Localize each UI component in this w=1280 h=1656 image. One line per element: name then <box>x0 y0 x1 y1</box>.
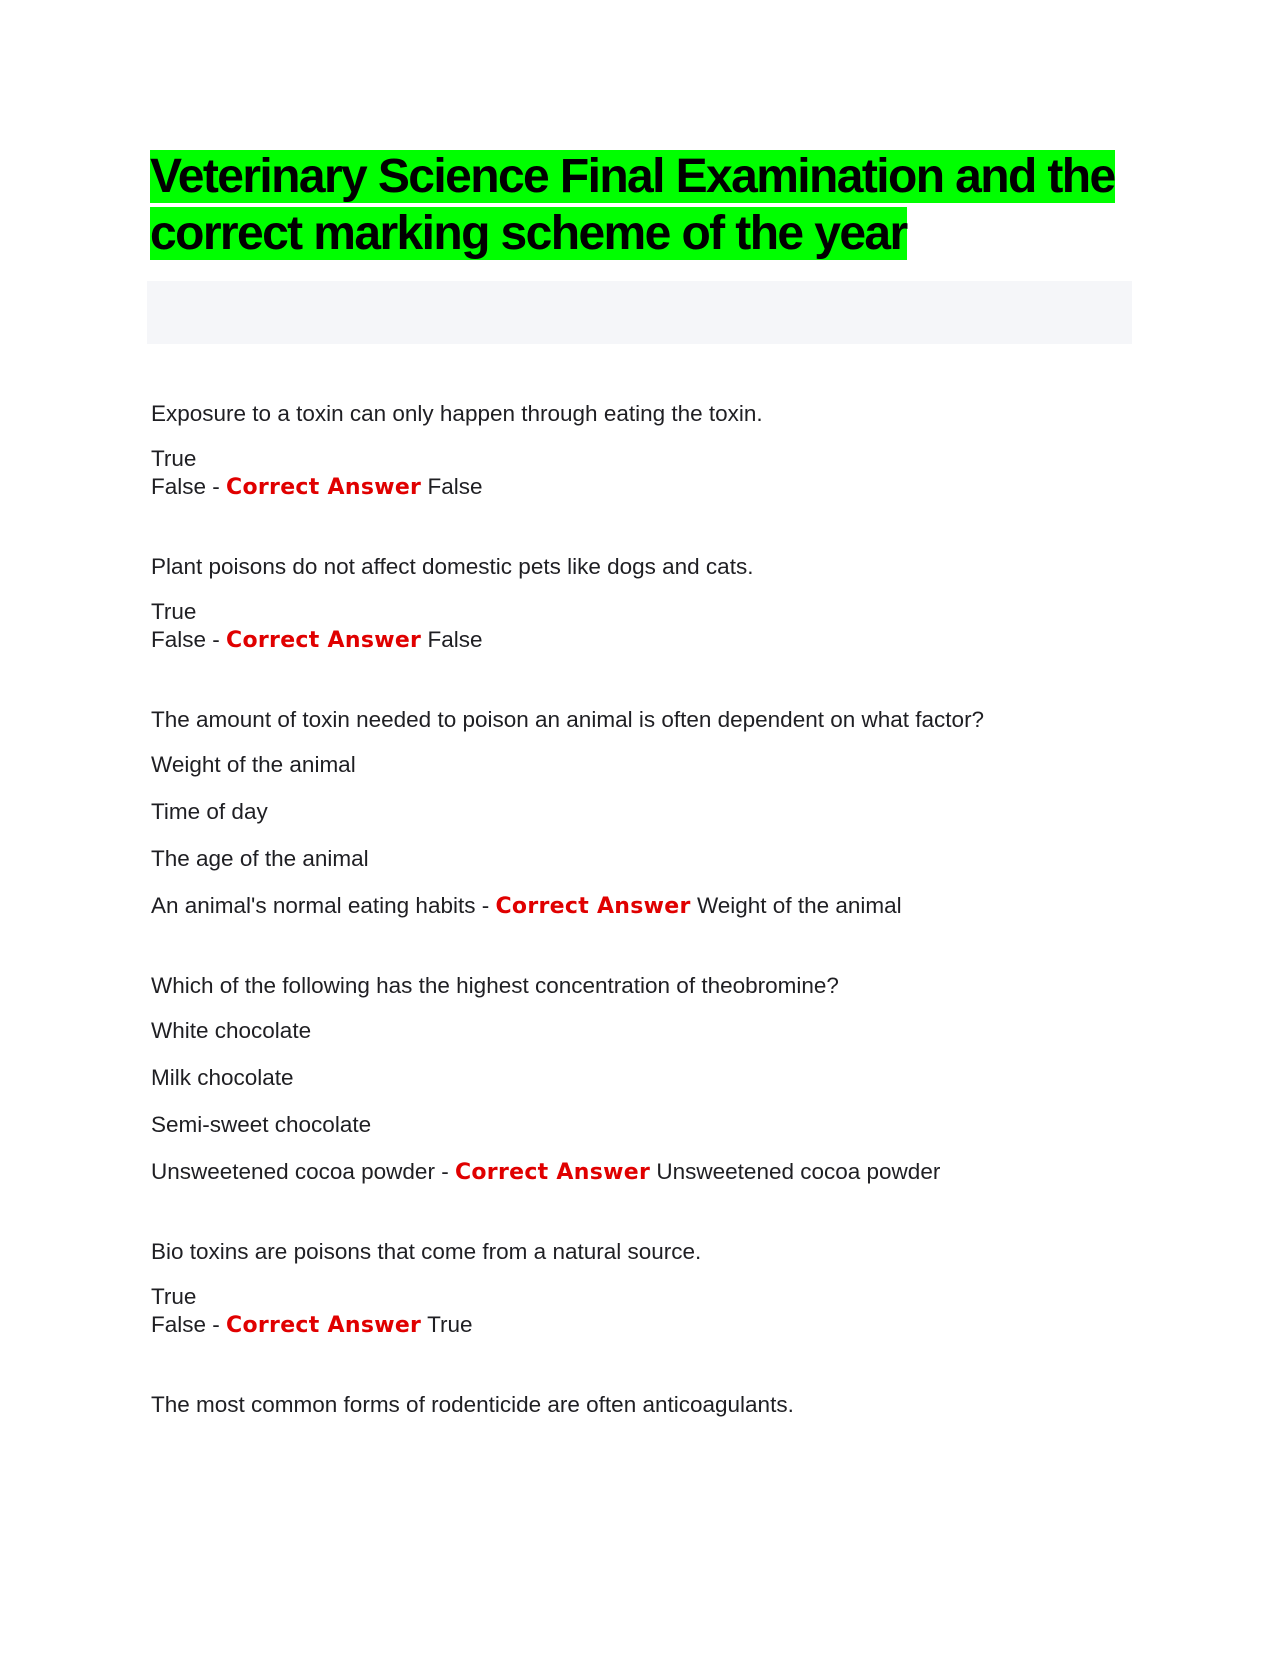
title-line-1: Veterinary Science Final Examination and the <box>150 150 1115 203</box>
question-block <box>151 706 1191 921</box>
option-with-answer: Unsweetened cocoa powder - Correct Answer Unsweetened cocoa powder <box>151 1159 941 1185</box>
option: Unsweetened cocoa powder <box>151 1159 435 1184</box>
question-block <box>151 1391 1191 1419</box>
option: Weight of the animal <box>151 752 356 777</box>
question-block <box>151 400 1191 502</box>
correct-answer-label: Correct Answer <box>226 1313 422 1338</box>
correct-answer-label: Correct Answer <box>495 894 691 919</box>
question-text: The most common forms of rodenticide are often anticoagulants. <box>151 1392 794 1417</box>
document-title <box>150 148 1150 262</box>
option: False <box>151 474 207 499</box>
option: True <box>151 599 197 624</box>
answer-value: False <box>427 474 483 499</box>
answer-value: True <box>427 1312 473 1337</box>
option: Milk chocolate <box>151 1065 294 1090</box>
question-list <box>151 400 1191 1436</box>
option: An animal's normal eating habits <box>151 893 476 918</box>
correct-answer-label: Correct Answer <box>226 475 422 500</box>
answer-value: Unsweetened cocoa powder <box>656 1159 941 1184</box>
option: Time of day <box>151 799 268 824</box>
option-with-answer: False - Correct Answer False <box>151 627 483 653</box>
option: The age of the animal <box>151 846 369 871</box>
question-block <box>151 972 1191 1187</box>
answer-value: False <box>427 627 483 652</box>
correct-answer-label: Correct Answer <box>454 1160 651 1185</box>
option: True <box>151 446 197 471</box>
option-with-answer: False - Correct Answer False <box>151 474 483 500</box>
question-block <box>151 1238 1191 1340</box>
correct-answer-label: Correct Answer <box>226 628 422 653</box>
option: Semi-sweet chocolate <box>151 1112 372 1137</box>
question-text: Plant poisons do not affect domestic pets like dogs and cats. <box>151 554 754 579</box>
question-block <box>151 553 1191 655</box>
option-with-answer: False - Correct Answer True <box>151 1312 473 1338</box>
option: True <box>151 1284 197 1309</box>
option: False <box>151 1312 207 1337</box>
option-with-answer: An animal's normal eating habits - Correct Answer Weight of the animal <box>151 893 902 919</box>
question-text: Exposure to a toxin can only happen through eating the toxin. <box>151 401 763 426</box>
answer-value: Weight of the animal <box>696 893 902 918</box>
option: White chocolate <box>151 1018 312 1043</box>
question-text: Which of the following has the highest concentration of theobromine? <box>151 973 839 998</box>
question-text: Bio toxins are poisons that come from a natural source. <box>151 1239 702 1264</box>
option: False <box>151 627 207 652</box>
title-line-2: correct marking scheme of the year <box>150 207 907 260</box>
blank-banner <box>147 281 1132 344</box>
question-text: The amount of toxin needed to poison an animal is often dependent on what factor? <box>151 707 985 732</box>
